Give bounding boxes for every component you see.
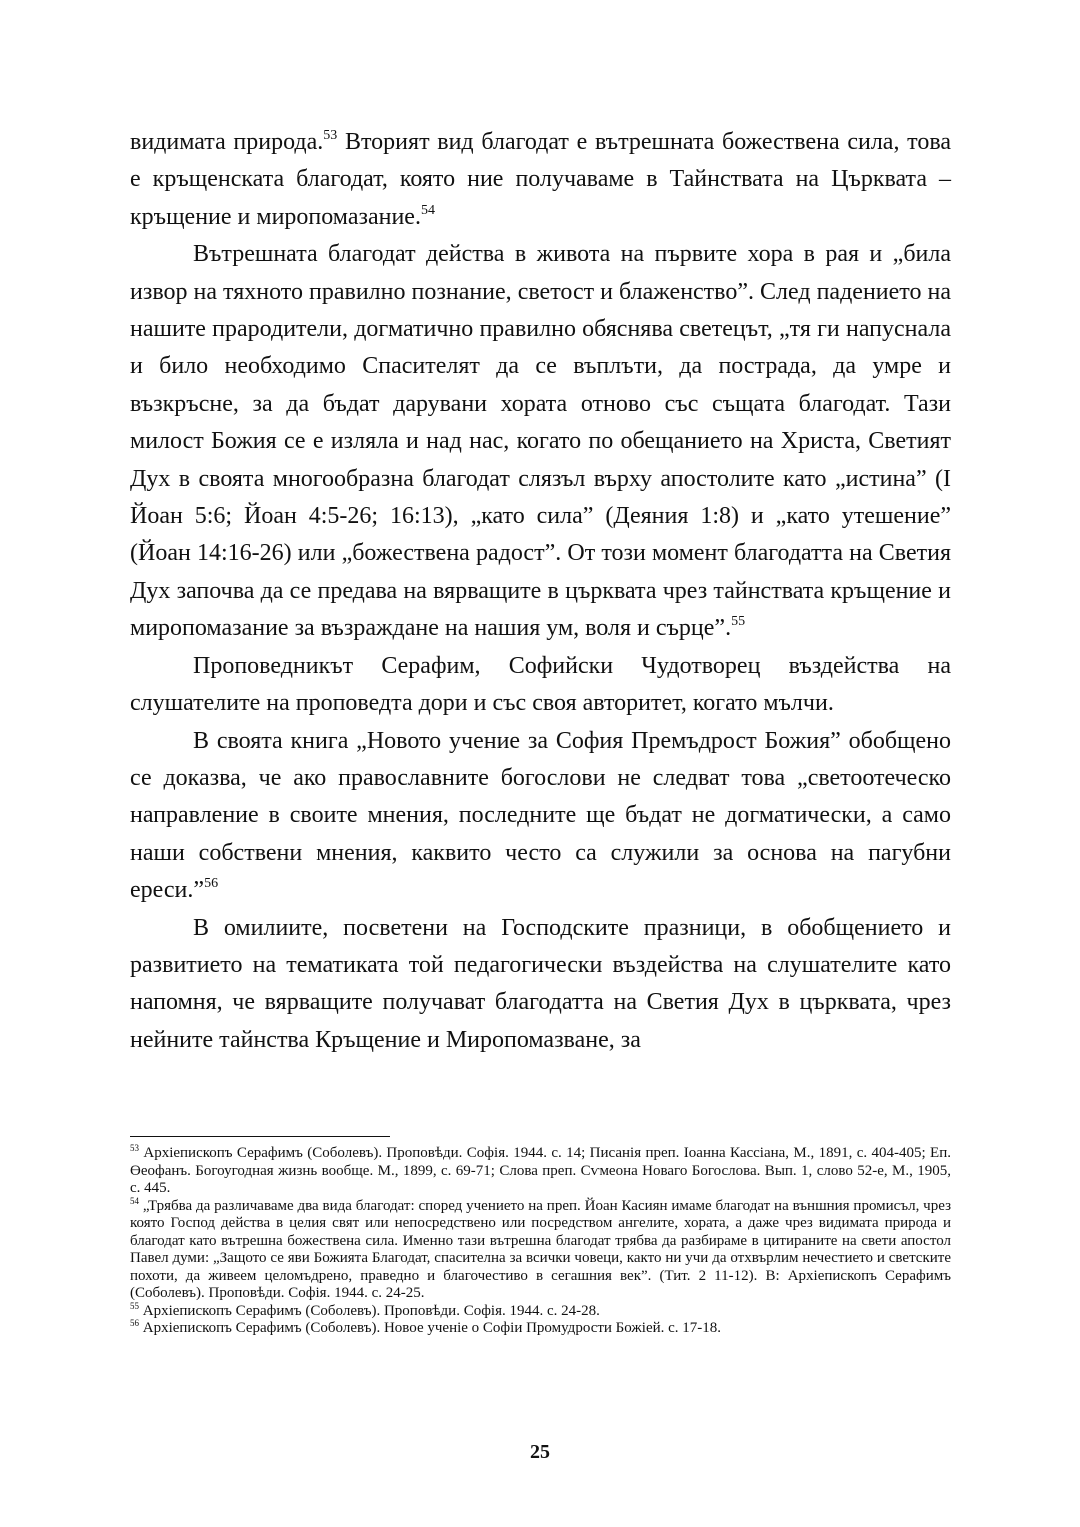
paragraph-5: В омилиите, посветени на Господските празници, в обобщението и развитието на тематиката той педагогически въздейства на слушателите като напомня, че вярващите получават благодатта на Светия Дух в църквата, чрез нейните тайнства Кръщение и Миропомазване, за: [130, 914, 951, 1053]
footnote-ref-53[interactable]: 53: [323, 128, 338, 143]
paragraph-1: [130, 124, 951, 236]
document-body: [130, 124, 951, 1059]
paragraph-text: Вътрешната благодат действа в живота на първите хора в рая и „била извор на тяхното правилно познание, светост и блаженство”. След падението на нашите прародители, догматично правилно обяснява светецът, „тя ги напуснала и било необходимо Спасителят да се въплъти, да пострада, да умре и възкръсне, за да бъдат дарувани хората отново със същата благодат. Тази милост Божия се е изляла и над нас, когато по обещанието на Христа, Светият Дух в своята многообразна благодат слязъл върху апостолите като „истина” (I Йоан 5:6; Йоан 4:5-26; 16:13), „като сила” (Деяния 1:8) и „като утешение” (Йоан 14:16-26) или „божествена радост”. От този момент благодатта на Светия Дух започва да се предава на вярващите в църквата чрез тайнствата кръщение и миропомазание за възраждане на нашия ум, воля и сърце”.: [130, 241, 951, 642]
footnote-number: 53: [130, 1143, 139, 1153]
footnote-number: 56: [130, 1318, 139, 1328]
paragraph-text: В своята книга „Новото учение за София Премъдрост Божия” обобщено се доказва, че ако православните богослови не следват това „светоотеческо направление в своите мнения, последните ще бъдат не догматически, а само наши собствени мнения, каквито често са служили за основа на пагубни ереси.”: [130, 727, 951, 904]
footnote-number: 54: [130, 1195, 139, 1206]
footnote-54: [130, 1195, 951, 1303]
paragraph-text: видимата природа.: [130, 129, 324, 155]
footnote-separator: [130, 1136, 390, 1137]
footnote-number: 55: [130, 1300, 139, 1311]
footnote-ref-56[interactable]: 56: [204, 876, 219, 892]
footnotes: [130, 1145, 951, 1338]
footnote-text: „Трябва да различаваме два вида благодат: според учението на преп. Йоан Касиян имаме благодат на външния промисъл, чрез която Господ действа в целия свят или непосредствено или посредством ангелите, хората, а даже чрез видимата природа и благодат като вътрешна божествена сила. Именно тази вътрешна благодат трябва да разбираме в цитираните на свети апостол Павел думи: „Защото се яви Божията Благодат, спасителна за всички човеци, както ни учи да отхвърлим нечестието и светските похоти, да живеем целомъдрено, праведно и благочестиво в сегашния век”. (Тит. 2 11-12). В: Архiепископъ Серафимъ (Соболевъ). Проповѣди. Софiя. 1944. с. 24-25.: [130, 1197, 951, 1301]
footnote-ref-55[interactable]: 55: [731, 614, 746, 630]
paragraph-2: [130, 236, 951, 647]
footnote-ref-54[interactable]: 54: [420, 202, 435, 218]
paragraph-4: [130, 723, 951, 910]
page-number: 25: [530, 1441, 550, 1463]
footnote-56: [130, 1320, 951, 1338]
paragraph-text: Вторият вид благодат е вътрешната божествена сила, това е кръщенската благодат, която ние получаваме в Тайнствата на Църквата – кръщение и миропомазание.: [130, 129, 952, 230]
paragraph-3: Проповедникът Серафим, Софийски Чудотворец въздейства на слушателите на проповедта дори и със своя авторитет, когато мълчи.: [130, 652, 951, 717]
footnote-text: Архiепископъ Серафимъ (Соболевъ). Проповѣди. Софiя. 1944. с. 14; Писанія преп. Іоанна Кассіана, М., 1891, с. 404-405; Еп. Өеофанъ. Богоугодная жизнь вообще. М., 1899, с. 69-71; Слова преп. Сѵмеона Новаго Богослова. Вып. 1, слово 52-е, М., 1905, с. 445.: [130, 1145, 951, 1196]
footnote-55: [130, 1300, 951, 1321]
footnote-53: [130, 1145, 951, 1198]
footnote-text: Архiепископъ Серафимъ (Соболевъ). Проповѣди. Софiя. 1944. с. 24-28.: [139, 1302, 600, 1319]
footnote-text: Архiепископъ Серафимъ (Соболевъ). Новое ученiе о Софiи Промудрости Божiей. с. 17-18.: [139, 1320, 722, 1336]
